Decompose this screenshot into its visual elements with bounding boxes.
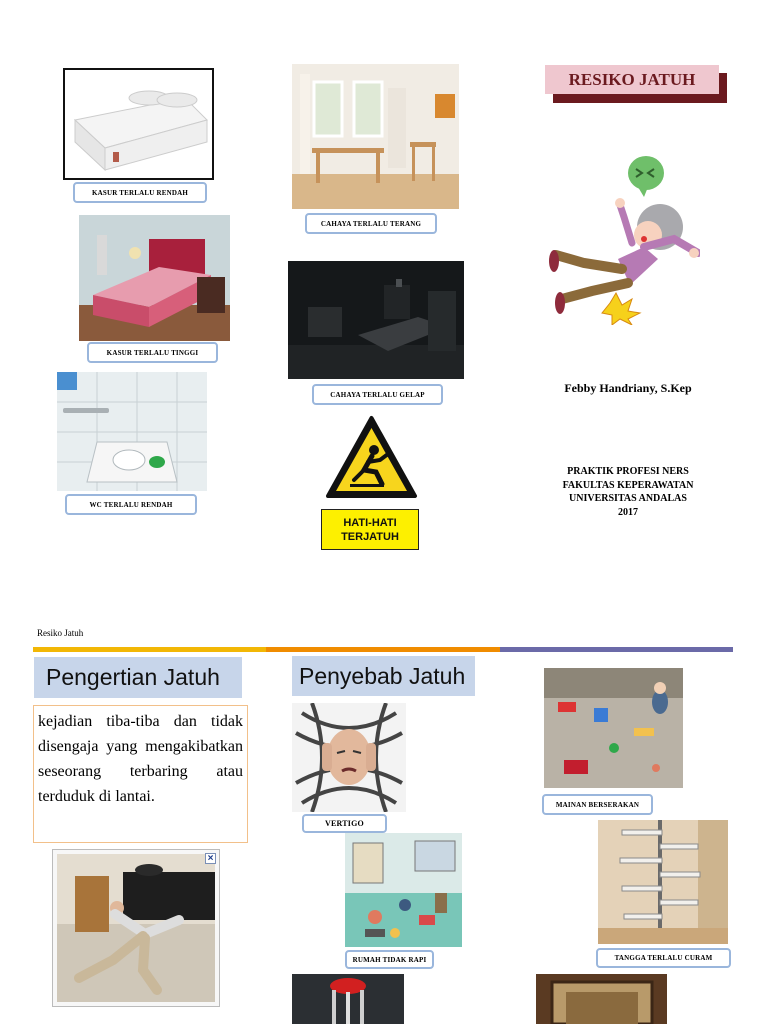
falling-elderly-illustration [548,153,700,325]
rug-photo [536,974,667,1024]
stripe-segment [33,647,266,652]
institution-line: 2017 [618,506,638,518]
caption-mainan-berserakan: MAINAN BERSERAKAN [542,794,653,815]
header-label: Resiko Jatuh [37,628,84,638]
caption-cahaya-gelap: CAHAYA TERLALU GELAP [312,384,443,405]
scattered-toys-photo [544,668,683,788]
fallen-person-photo [52,849,220,1007]
caption-vertigo: VERTIGO [302,814,387,833]
header-stripe [33,647,733,652]
cover-author: Febby Handriany, S.Kep [564,381,692,395]
spiral-staircase-photo [598,820,728,944]
stool-photo [292,974,404,1024]
bed-high-photo [79,215,230,341]
caption-kasur-rendah: KASUR TERLALU RENDAH [73,182,207,203]
institution-line: PRAKTIK PROFESI NERS [567,466,689,477]
mattress-low-photo [63,68,214,180]
messy-house-illustration [345,833,462,947]
caption-wc-rendah: WC TERLALU RENDAH [65,494,197,515]
warning-triangle-icon [324,414,419,500]
dark-room-photo [288,261,464,379]
caption-tangga-curam: TANGGA TERLALU CURAM [596,948,731,968]
vertigo-photo [292,703,406,812]
close-icon[interactable]: × [205,853,216,864]
cover-title: RESIKO JATUH [545,65,719,94]
pengertian-text: kejadian tiba-tiba dan tidak disengaja yang mengakibatkan seseorang terbaring atau terduduk di lantai. [33,705,248,843]
caption-rumah-tidak-rapi: RUMAH TIDAK RAPI [345,950,434,969]
bright-room-photo [292,64,459,209]
stripe-segment [500,647,733,652]
institution-line: FAKULTAS KEPERAWATAN [562,479,694,491]
stripe-segment [266,647,499,652]
institution-line: UNIVERSITAS ANDALAS [569,493,687,504]
pengertian-title: Pengertian Jatuh [34,657,242,698]
caption-cahaya-terang: CAHAYA TERLALU TERANG [305,213,437,234]
cover-institution [548,465,708,519]
penyebab-title: Penyebab Jatuh [292,656,475,696]
warning-sign-plate [321,509,419,550]
caption-kasur-tinggi: KASUR TERLALU TINGGI [87,342,218,363]
warning-sign-line1: HATI-HATI [343,516,397,529]
warning-sign-line2: TERJATUH [341,530,399,543]
squat-toilet-photo [57,372,207,491]
